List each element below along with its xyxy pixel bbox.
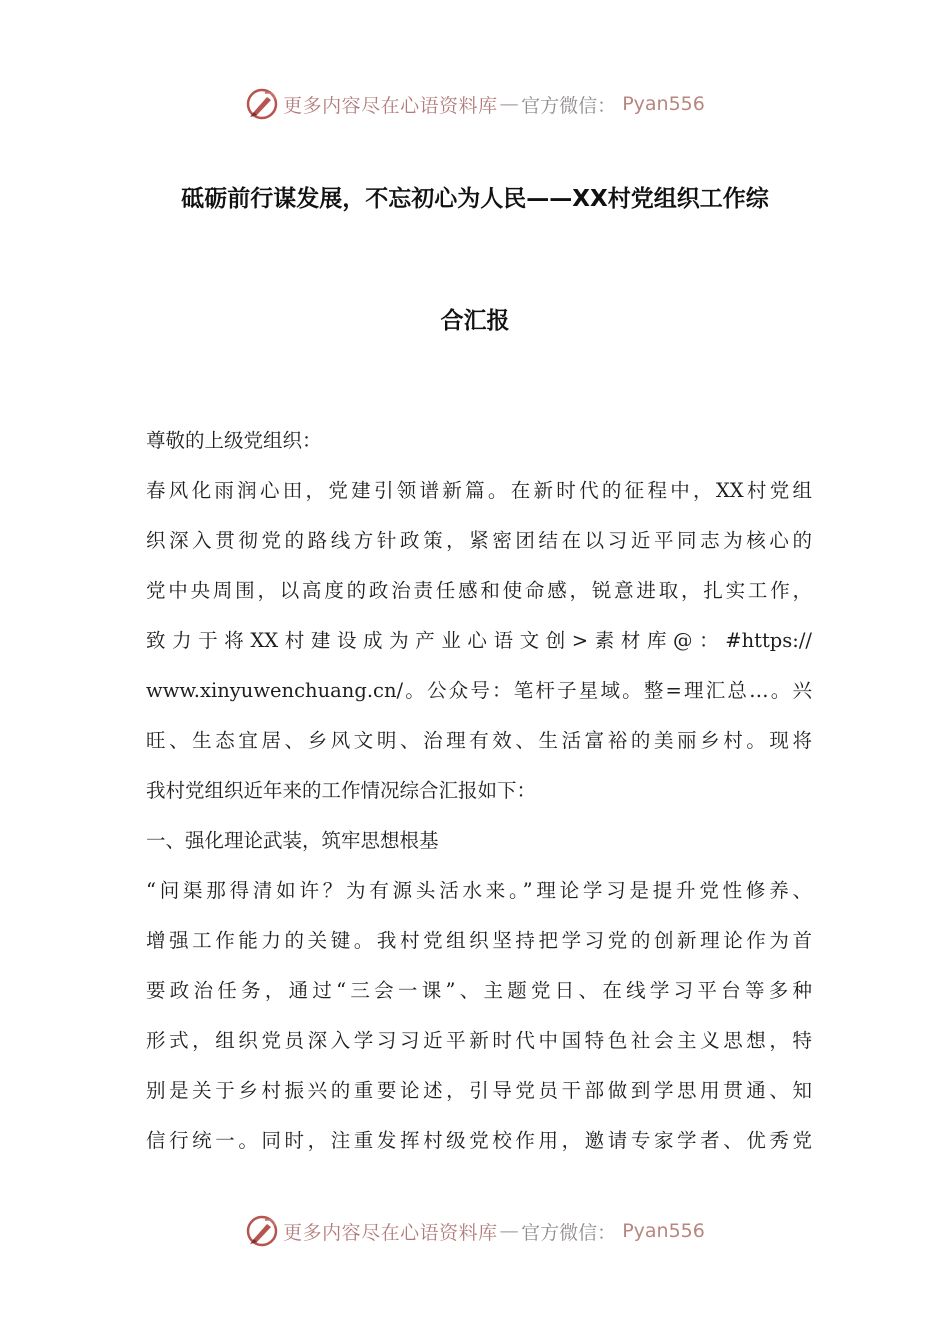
body-line: 春风化雨润心田，党建引领谱新篇。在新时代的征程中，XX村党组 [146, 479, 812, 502]
watermark-wechat-label: 官方微信： [521, 1221, 617, 1244]
section-heading: 一、强化理论武装，筑牢思想根基 [146, 829, 439, 852]
watermark-text: 更多内容尽在心语资料库 [283, 1221, 498, 1244]
document-body [146, 416, 812, 1166]
body-line: 信行统一。同时，注重发挥村级党校作用，邀请专家学者、优秀党 [146, 1129, 812, 1152]
watermark-wechat-id: Pyan556 [622, 1220, 705, 1242]
body-line: www.xinyuwenchuang.cn/。公众号：笔杆子星域。整=理汇总…。兴 [146, 679, 812, 702]
document-title-line-2: 合汇报 [440, 308, 510, 334]
watermark-wechat-id: Pyan556 [622, 93, 705, 115]
watermark-wechat-label: 官方微信： [521, 94, 617, 117]
body-line: 别是关于乡村振兴的重要论述，引导党员干部做到学思用贯通、知 [146, 1079, 812, 1102]
body-line: 我村党组织近年来的工作情况综合汇报如下： [146, 779, 537, 802]
watermark-banner-top [0, 84, 950, 124]
watermark-banner-bottom [0, 1211, 950, 1251]
body-line: 形式，组织党员深入学习习近平新时代中国特色社会主义思想，特 [146, 1029, 812, 1052]
watermark-separator: — [499, 93, 520, 115]
body-line: 旺、生态宜居、乡风文明、治理有效、生活富裕的美丽乡村。现将 [146, 729, 812, 752]
body-line: 增强工作能力的关键。我村党组织坚持把学习党的创新理论作为首 [146, 929, 812, 952]
body-line: 党中央周围，以高度的政治责任感和使命感，锐意进取，扎实工作， [146, 579, 812, 602]
watermark-separator: — [499, 1220, 520, 1242]
pen-logo-icon [245, 1214, 279, 1248]
body-line: “问渠那得清如许？为有源头活水来。”理论学习是提升党性修养、 [146, 879, 812, 902]
document-title-line-1: 砥砺前行谋发展，不忘初心为人民——XX村党组织工作综 [181, 186, 769, 212]
body-line: 织深入贯彻党的路线方针政策，紧密团结在以习近平同志为核心的 [146, 529, 812, 552]
pen-logo-icon [245, 87, 279, 121]
watermark-text: 更多内容尽在心语资料库 [283, 94, 498, 117]
body-line: 致力于将XX村建设成为产业心语文创>素材库@：#https:// [146, 629, 812, 652]
salutation: 尊敬的上级党组织： [146, 429, 322, 452]
body-line: 要政治任务，通过“三会一课”、主题党日、在线学习平台等多种 [146, 979, 812, 1002]
